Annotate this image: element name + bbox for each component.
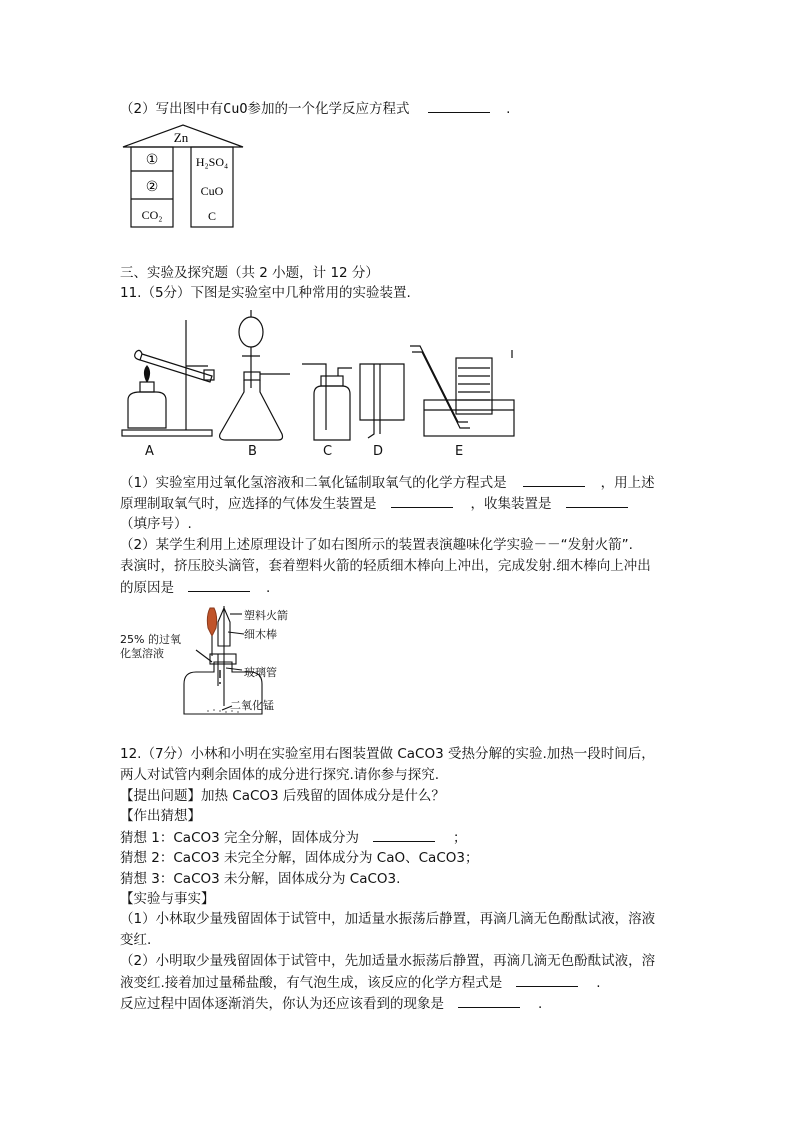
q11-p1-line1 [120, 472, 655, 493]
q11-blank-generator[interactable] [391, 493, 453, 508]
q11-p2-c: 的原因是 [120, 580, 174, 596]
q11-p2-b: 表演时，挤压胶头滴管，套着塑料火箭的轻质细木棒向上冲出，完成发射.细木棒向上冲出 [120, 558, 651, 574]
q11-p2-a: （2）某学生利用上述原理设计了如右图所示的装置表演趣味化学实验－－“发射火箭”. [120, 537, 633, 553]
q12-l11: （2）小明取少量残留固体于试管中，先加适量水振荡后静置，再滴几滴无色酚酞试液，溶 [120, 953, 656, 969]
rocket-label-solution-1: 25% 的过氧 [120, 633, 181, 646]
house-right-1: H₂SO₄ [195, 155, 229, 169]
q11-p1-b: ，用上述 [600, 475, 655, 491]
rocket-label-stick: 细木棒 [244, 628, 277, 641]
apparatus-b [220, 310, 290, 440]
q12-blank-equation[interactable] [516, 972, 578, 987]
q12-l8: 【实验与事实】 [120, 891, 215, 907]
rocket-label-tube: 玻璃管 [244, 666, 277, 679]
q10-part2-prefix: （2）写出图中有 [120, 101, 224, 117]
section3-title: 三、实验及探究题（共 2 小题，计 12 分） [120, 265, 379, 281]
house-right-3: C [207, 209, 217, 223]
q12-l4: 【作出猜想】 [120, 808, 201, 824]
q10-part2-line [120, 98, 510, 119]
apparatus-label-b: B [248, 444, 257, 459]
q12-blank-phenomenon[interactable] [458, 993, 520, 1008]
q12-l13 [120, 993, 542, 1014]
house-left-2: ② [145, 179, 159, 195]
q11-blank-reason[interactable] [188, 577, 250, 592]
q11-blank-collector[interactable] [566, 493, 628, 508]
apparatus-label-d: D [373, 444, 384, 459]
q12-l5-b: ； [453, 830, 467, 846]
q12-l1: 12.（7分）小林和小明在实验室用右图装置做 CaCO3 受热分解的实验.加热一段时间后， [120, 746, 655, 762]
apparatus-a [122, 320, 214, 436]
apparatus-label-c: C [323, 444, 333, 459]
q11-p1-a: （1）实验室用过氧化氢溶液和二氧化锰制取氧气的化学方程式是 [120, 475, 507, 491]
q12-l13-a: 反应过程中固体逐渐消失，你认为还应该看到的现象是 [120, 996, 444, 1012]
q11-p1-d: ，收集装置是 [470, 496, 552, 512]
q10-part2-cuo: CuO [223, 101, 248, 117]
house-left-1: ① [145, 152, 159, 168]
q11-p1-c: 原理制取氧气时，应选择的气体发生装置是 [120, 496, 377, 512]
q12-l13-b: . [538, 996, 543, 1012]
q11-p1-line2 [120, 493, 636, 514]
q10-part2-end: . [506, 101, 511, 117]
apparatus-c [302, 364, 352, 440]
q11-p2-line3 [120, 577, 270, 598]
q11-p1-e: （填序号）. [120, 516, 192, 532]
q12-l10: 变红. [120, 932, 152, 948]
q12-l3: 【提出问题】加热 CaCO3 后残留的固体成分是什么？ [120, 788, 445, 804]
dropper-bulb [207, 608, 216, 636]
q12-l12-b: . [596, 975, 601, 991]
apparatus-e [410, 346, 514, 436]
q12-l12 [120, 972, 601, 993]
house-roof-label: Zn [173, 130, 189, 145]
house-left-3: CO₂ [141, 208, 163, 222]
q11-p2-end: . [266, 580, 271, 596]
rocket-label-mno2: 二氧化锰 [230, 699, 274, 712]
apparatus-label-e: E [455, 444, 464, 459]
q12-l12-a: 液变红.接着加过量稀盐酸，有气泡生成，该反应的化学方程式是 [120, 975, 503, 991]
q12-l2: 两人对试管内剩余固体的成分进行探究.请你参与探究. [120, 767, 440, 783]
house-right-2: CuO [200, 184, 224, 198]
q12-l5 [120, 827, 467, 848]
q11-blank-equation[interactable] [523, 472, 585, 487]
apparatus-figure [118, 310, 518, 460]
apparatus-label-a: A [145, 444, 154, 459]
rocket-label-rocket: 塑料火箭 [244, 609, 288, 622]
q12-blank-guess1[interactable] [373, 827, 435, 842]
apparatus-d [360, 364, 404, 438]
q11-intro: 11.（5分）下图是实验室中几种常用的实验装置. [120, 285, 411, 301]
house-diagram [121, 120, 246, 230]
q12-l7: 猜想 3：CaCO3 未分解，固体成分为 CaCO3. [120, 871, 401, 887]
q10-part2-suffix: 参加的一个化学反应方程式 [247, 101, 410, 117]
q10-answer-blank[interactable] [428, 98, 490, 113]
rocket-label-solution-2: 化氢溶液 [120, 647, 164, 660]
q12-l9: （1）小林取少量残留固体于试管中，加适量水振荡后静置，再滴几滴无色酚酞试液，溶液 [120, 911, 656, 927]
q12-l5-a: 猜想 1：CaCO3 完全分解，固体成分为 [120, 830, 360, 846]
q12-l6: 猜想 2：CaCO3 未完全分解，固体成分为 CaO、CaCO3； [120, 850, 479, 866]
